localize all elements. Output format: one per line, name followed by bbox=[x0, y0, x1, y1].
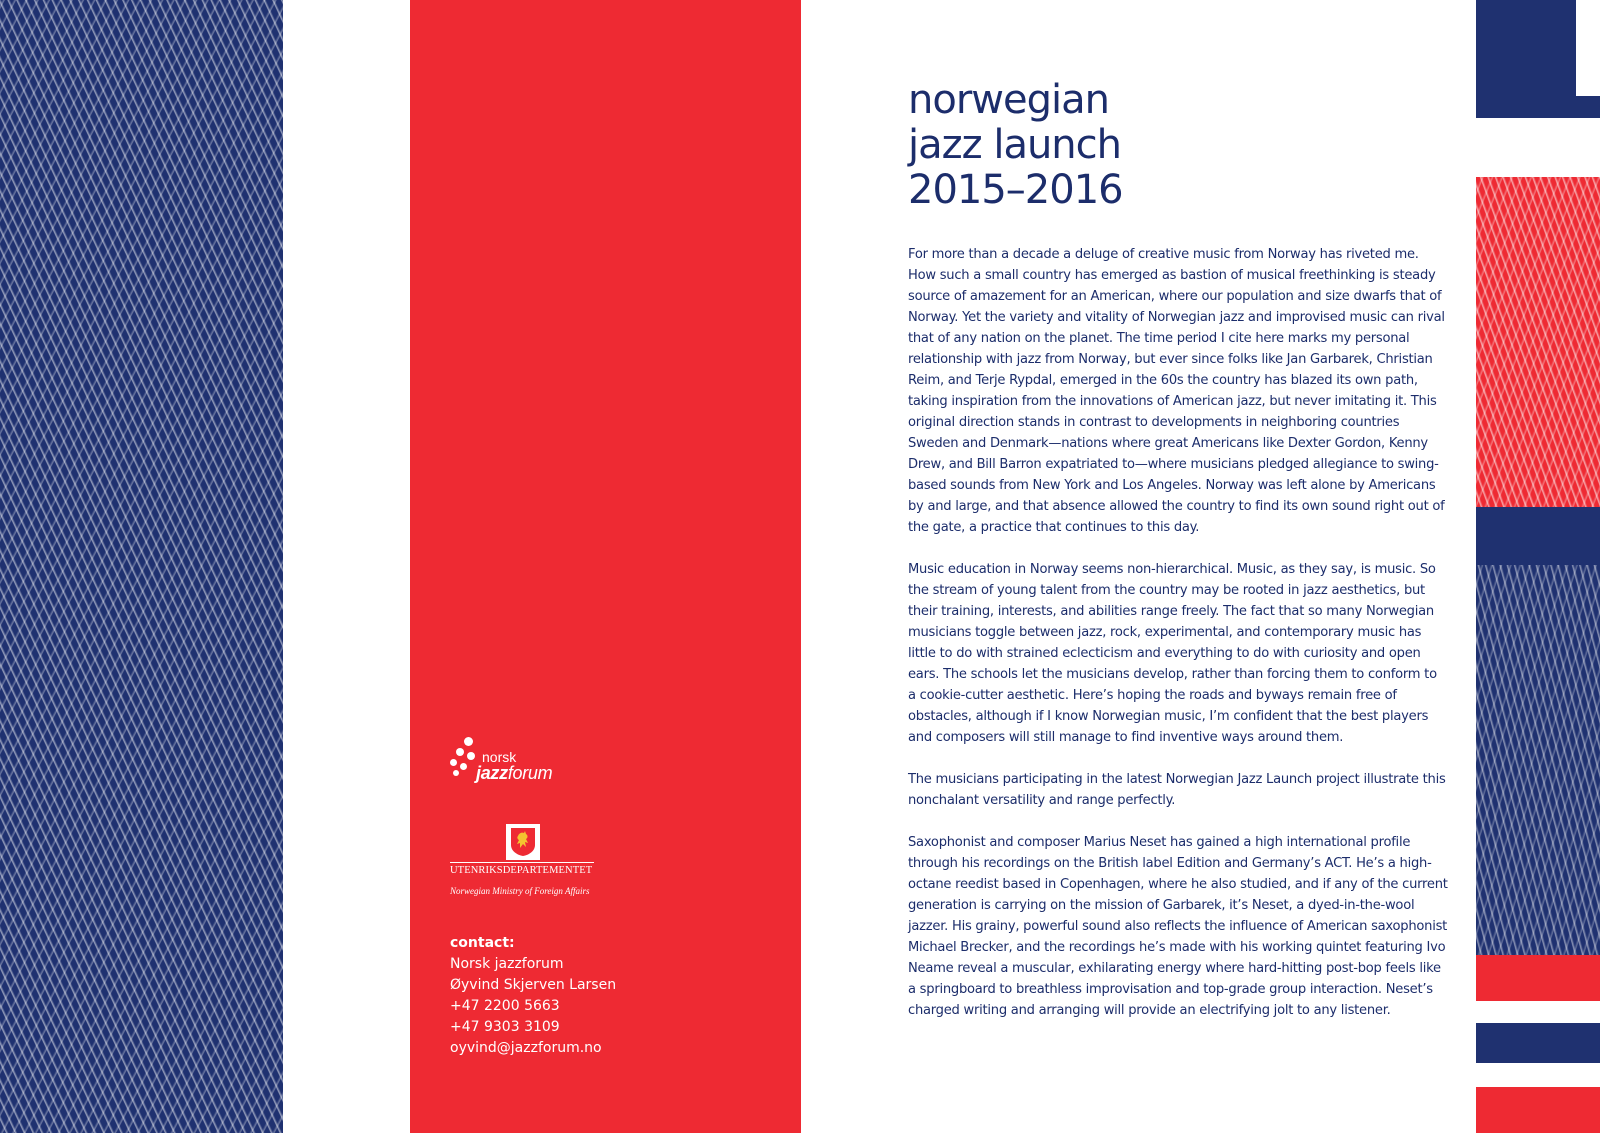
paragraph-1: For more than a decade a deluge of creative music from Norway has riveted me. How such a small country has emerged as bastion of musical freethinking is steady source of amazement for an American, where our population and size dwarfs that of Norway. Yet the variety and vitality of Norwegian jazz and improvised music can rival that of any nation on the planet. The time period I cite here marks my personal relationship with jazz from Norway, but ever since folks like Jan Garbarek, Christian Reim, and Terje Rypdal, emerged in the 60s the country has blazed its own path, taking inspiration from the innovations of American jazz, but never imitating it. This original direction stands in contrast to developments in neighboring countries Sweden and Denmark—nations where great Americans like Dexter Gordon, Kenny Drew, and Bill Barron expatriated to—where musicians pledged allegiance to swing-based sounds from New York and Los Angeles. Norway was left alone by Americans by and large, and that absence allowed the country to find its own sound right out of the gate, a practice that continues to this day. bbox=[908, 247, 1445, 535]
title-line-3: 2015–2016 bbox=[908, 167, 1123, 213]
right-stripe-red-bottom bbox=[1476, 1087, 1600, 1133]
contact-person: Øyvind Skjerven Larsen bbox=[450, 977, 617, 993]
right-stripe-navy-bottom bbox=[1476, 1023, 1600, 1063]
ministry-logo bbox=[450, 824, 600, 902]
lion-crest-icon bbox=[506, 824, 540, 860]
contact-organization: Norsk jazzforum bbox=[450, 956, 564, 972]
ministry-divider bbox=[450, 862, 594, 863]
right-stripe-white-bar bbox=[1576, 0, 1600, 96]
right-stripe-white-3 bbox=[1476, 1063, 1600, 1087]
right-stripe-red-band bbox=[1476, 955, 1600, 1001]
logo-jazzforum-text bbox=[476, 763, 552, 784]
contact-phone-2: +47 9303 3109 bbox=[450, 1019, 560, 1035]
right-stripe-navy-band bbox=[1476, 507, 1600, 565]
contact-phone-1: +47 2200 5663 bbox=[450, 998, 560, 1014]
logo-jazz-bold: jazz bbox=[476, 763, 508, 783]
page-title bbox=[908, 78, 1448, 213]
contact-email: oyvind@jazzforum.no bbox=[450, 1040, 602, 1056]
right-stripe-white-1 bbox=[1476, 118, 1600, 177]
right-stripe-navy-corner bbox=[1576, 96, 1600, 118]
left-pattern-panel bbox=[0, 0, 283, 1133]
paragraph-4: Saxophonist and composer Marius Neset has gained a high international profile through his recordings on the British label Edition and Germany’s ACT. He’s a high-octane reedist based in Copenhagen, where he also studied, and if any of the current generation is carrying on the mission of Garbarek, it’s Neset, a dyed-in-the-wool jazzer. His grainy, powerful sound also reflects the influence of American saxophonist Michael Brecker, and the recordings he’s made with his working quintet featuring Ivo Neame reveal a muscular, exhilarating energy where hard-hitting post-bop feels like a springboard to breathless improvisation and top-grade group interaction. Neset’s charged writing and arranging will provide an electrifying jolt to any listener. bbox=[908, 835, 1448, 1018]
contact-heading: contact: bbox=[450, 935, 515, 951]
ministry-english-name: Norwegian Ministry of Foreign Affairs bbox=[450, 886, 590, 896]
article-body bbox=[908, 244, 1448, 1021]
contact-block bbox=[450, 933, 616, 1059]
logo-forum: forum bbox=[507, 763, 553, 783]
right-stripe-red-pattern bbox=[1476, 177, 1600, 507]
title-line-1: norwegian bbox=[908, 77, 1109, 123]
paragraph-3: The musicians participating in the latest Norwegian Jazz Launch project illustrate this nonchalant versatility and range perfectly. bbox=[908, 772, 1446, 808]
ministry-name: UTENRIKSDEPARTEMENTET bbox=[450, 865, 593, 876]
right-stripe-navy-pattern bbox=[1476, 565, 1600, 955]
right-flag-stripe bbox=[1476, 0, 1600, 1133]
logo-norsk-text: norsk bbox=[482, 749, 517, 765]
right-stripe-white-2 bbox=[1476, 1001, 1600, 1023]
title-line-2: jazz launch bbox=[908, 122, 1122, 168]
norsk-jazzforum-logo bbox=[450, 737, 610, 795]
paragraph-2: Music education in Norway seems non-hierarchical. Music, as they say, is music. So the stream of young talent from the country may be rooted in jazz aesthetics, but their training, interests, and abilities range freely. The fact that so many Norwegian musicians toggle between jazz, rock, experimental, and contemporary music has little to do with strained eclecticism and everything to do with curiosity and open ears. The schools let the musicians develop, rather than forcing them to conform to a cookie-cutter aesthetic. Here’s hoping the roads and byways remain free of obstacles, although if I know Norwegian music, I’m confident that the best players and composers will still manage to find inventive ways around them. bbox=[908, 562, 1437, 745]
article bbox=[908, 78, 1448, 1042]
